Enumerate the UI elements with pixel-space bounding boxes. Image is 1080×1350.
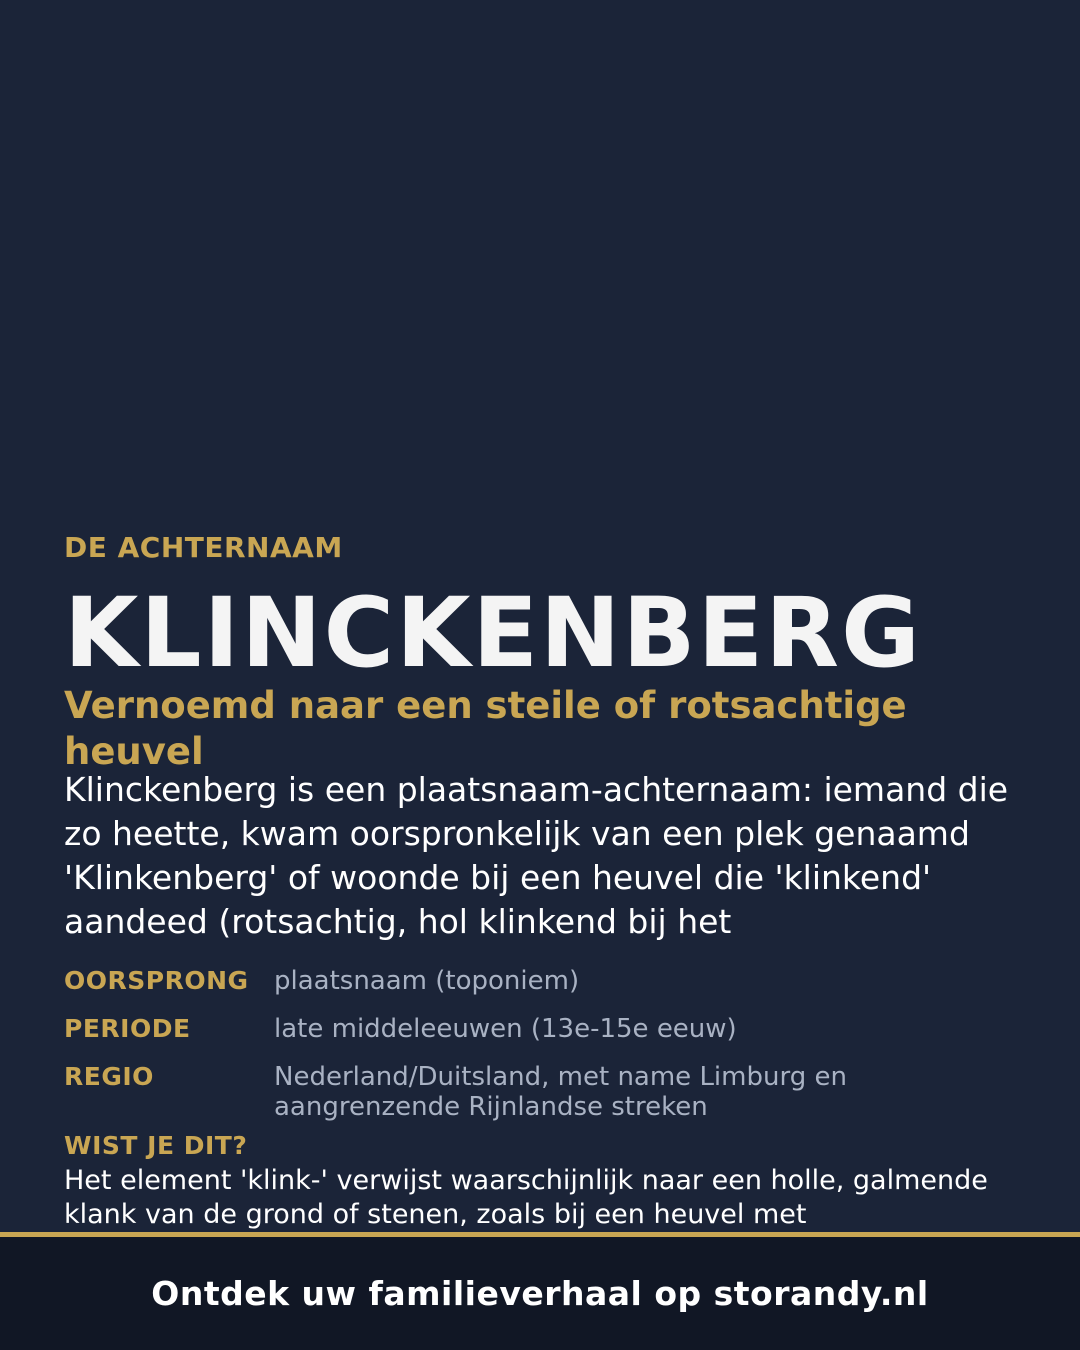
fact-row-period (64, 1012, 1016, 1046)
eyebrow-label: DE ACHTERNAAM (64, 531, 343, 564)
fact-key: PERIODE (64, 1014, 191, 1043)
fact-row-region (64, 1060, 1016, 1122)
footer-cta-text: Ontdek uw familieverhaal op storandy.nl (151, 1274, 929, 1313)
intro-paragraph: Klinckenberg is een plaatsnaam-achternaam: iemand die zo heette, kwam oorspronkelijk van een plek genaamd 'Klinkenberg' of woonde bij een heuvel die 'klinkend' aandeed (rotsachtig, hol klinkend bij het (64, 770, 1009, 941)
fact-key: OORSPRONG (64, 966, 249, 995)
did-you-know-title: WIST JE DIT? (64, 1131, 248, 1160)
fact-value: Nederland/Duitsland, met name Limburg en aangrenzende Rijnlandse streken (274, 1062, 847, 1122)
fact-key: REGIO (64, 1062, 154, 1091)
surname-tagline: Vernoemd naar een steile of rotsachtige heuvel (64, 684, 907, 773)
footer-banner (0, 1237, 1080, 1350)
fact-row-origin (64, 964, 1016, 998)
facts-list (64, 964, 1016, 1136)
did-you-know-text: Het element 'klink-' verwijst waarschijnlijk naar een holle, galmende klank van de grond of stenen, zoals bij een heuvel met (64, 1165, 988, 1230)
fact-value: late middeleeuwen (13e-15e eeuw) (274, 1014, 737, 1044)
surname-title: KLINCKENBERG (64, 577, 922, 689)
fact-value: plaatsnaam (toponiem) (274, 966, 580, 996)
